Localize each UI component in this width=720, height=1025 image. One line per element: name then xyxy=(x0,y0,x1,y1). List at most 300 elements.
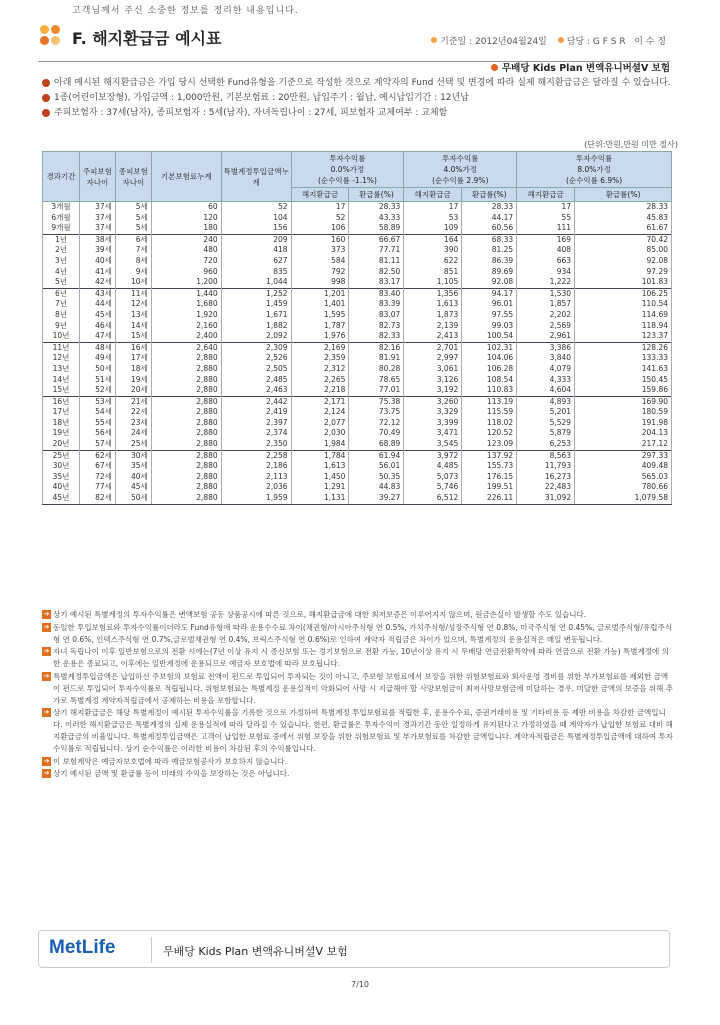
table-cell: 2,350 xyxy=(221,439,291,450)
table-cell: 5,073 xyxy=(404,472,462,483)
table-cell: 19세 xyxy=(115,375,151,386)
note-item: ➔ 특별계정투입금액은 납입하신 주보험의 보험료 전액이 펀드로 투입되어 투자되는 것이 아니고, 주보험 보험료에서 보장을 위한 위험보험료와 회사운영 경비를 위한 부가보험료를 제외한 금액이 펀드로 투입되어 투자수익률로 적립됩니다. 위험보험료는 특별계정 운용실적이 악화되어 사망 시 지급해야 할 사망보험금이 최저사망보험금에 미달하는 경우, 미달한 금액의 보증을 위해 추가로 특별계정 계약자적립금에서 공제하는 비용을 포함합니다. xyxy=(43,671,673,705)
header-refund: 해지환급금 xyxy=(291,188,349,202)
table-cell: 1,530 xyxy=(517,288,575,299)
table-row xyxy=(43,245,672,256)
header-meta xyxy=(423,34,666,47)
bullet-item: 아래 예시된 해지환급금은 가입 당시 선택한 Fund유형을 기준으로 작성한 것으로 계약자의 Fund 선택 및 변경에 따라 실제 해지환급금은 달라질 수 있습니다. xyxy=(42,76,672,91)
table-cell: 80.28 xyxy=(349,364,404,375)
table-cell: 72.12 xyxy=(349,418,404,429)
table-cell: 137.92 xyxy=(462,450,517,461)
table-row xyxy=(43,353,672,364)
table-cell: 57세 xyxy=(79,439,115,450)
table-row xyxy=(43,450,672,461)
table-cell: 1,984 xyxy=(291,439,349,450)
header-refund: 해지환급금 xyxy=(517,188,575,202)
agent-name: 이 수 정 xyxy=(634,37,666,47)
table-cell: 102.31 xyxy=(462,342,517,353)
table-cell: 2,485 xyxy=(221,375,291,386)
table-cell: 2,526 xyxy=(221,353,291,364)
table-cell: 25세 xyxy=(115,439,151,450)
table-cell: 2,880 xyxy=(151,407,221,418)
table-cell: 2,880 xyxy=(151,450,221,461)
table-cell: 35년 xyxy=(43,472,80,483)
header-basic-premium: 기본보험료누계 xyxy=(151,152,221,202)
table-cell: 418 xyxy=(221,245,291,256)
table-cell: 934 xyxy=(517,267,575,278)
header-rate: 환급률(%) xyxy=(349,188,404,202)
table-cell: 37세 xyxy=(79,223,115,234)
table-cell: 5세 xyxy=(115,202,151,213)
table-cell: 1,976 xyxy=(291,331,349,342)
table-cell: 2,880 xyxy=(151,396,221,407)
table-cell: 17 xyxy=(404,202,462,213)
table-cell: 50세 xyxy=(115,493,151,504)
table-cell: 54세 xyxy=(79,407,115,418)
table-cell: 1,613 xyxy=(404,299,462,310)
table-cell: 37세 xyxy=(79,202,115,213)
table-row xyxy=(43,234,672,245)
table-cell: 176.15 xyxy=(462,472,517,483)
arrow-icon: ➔ xyxy=(43,647,50,656)
table-cell: 2,505 xyxy=(221,364,291,375)
table-cell: 141.63 xyxy=(575,364,672,375)
table-cell: 204.13 xyxy=(575,428,672,439)
table-cell: 133.33 xyxy=(575,353,672,364)
table-cell: 1,200 xyxy=(151,277,221,288)
table-cell: 2,312 xyxy=(291,364,349,375)
table-cell: 44.83 xyxy=(349,482,404,493)
table-cell: 4,333 xyxy=(517,375,575,386)
table-cell: 97.29 xyxy=(575,267,672,278)
table-cell: 92.08 xyxy=(462,277,517,288)
table-cell: 10년 xyxy=(43,331,80,342)
table-cell: 19년 xyxy=(43,428,80,439)
table-cell: 2,569 xyxy=(517,321,575,332)
table-cell: 2,880 xyxy=(151,353,221,364)
table-cell: 160 xyxy=(291,234,349,245)
note-item: ➔ 상기 예시된 금액 및 환급률 등이 미래의 수익을 보장하는 것은 아닙니다. xyxy=(43,769,290,779)
bullet-item: 1종(어린이보장형), 가입금액 : 1,000만원, 기본보험료 : 20만원, 납입주기 : 월납, 예시납입기간 : 12년납 xyxy=(42,91,672,106)
table-cell: 55 xyxy=(517,213,575,224)
table-cell: 8세 xyxy=(115,256,151,267)
table-cell: 2,701 xyxy=(404,342,462,353)
table-cell: 2,397 xyxy=(221,418,291,429)
arrow-icon: ➔ xyxy=(43,622,50,631)
table-cell: 209 xyxy=(221,234,291,245)
table-cell: 565.03 xyxy=(575,472,672,483)
table-cell: 17세 xyxy=(115,353,151,364)
header-scenario: 투자수익률 8.0%가정 (순수익률 6.9%) xyxy=(517,152,672,188)
table-cell: 13세 xyxy=(115,310,151,321)
table-cell: 20년 xyxy=(43,439,80,450)
page-number: 7/10 xyxy=(351,980,369,989)
table-cell: 409.48 xyxy=(575,461,672,472)
table-cell: 584 xyxy=(291,256,349,267)
table-cell: 113.19 xyxy=(462,396,517,407)
table-cell: 2,169 xyxy=(291,342,349,353)
product-name: 무배당 Kids Plan 변액유니버셜V 보험 xyxy=(502,63,670,74)
table-cell: 99.03 xyxy=(462,321,517,332)
table-row xyxy=(43,267,672,278)
table-cell: 15년 xyxy=(43,385,80,396)
table-cell: 2,880 xyxy=(151,364,221,375)
table-cell: 2,880 xyxy=(151,472,221,483)
table-cell: 720 xyxy=(151,256,221,267)
table-cell: 41세 xyxy=(79,267,115,278)
table-cell: 31,092 xyxy=(517,493,575,504)
table-row xyxy=(43,256,672,267)
table-cell: 94.17 xyxy=(462,288,517,299)
table-cell: 3,840 xyxy=(517,353,575,364)
header-rate: 환급률(%) xyxy=(462,188,517,202)
table-cell: 2,124 xyxy=(291,407,349,418)
table-cell: 114.69 xyxy=(575,310,672,321)
table-row xyxy=(43,223,672,234)
table-cell: 70.49 xyxy=(349,428,404,439)
table-cell: 1년 xyxy=(43,234,80,245)
product-line xyxy=(491,60,670,74)
table-cell: 217.12 xyxy=(575,439,672,450)
table-cell: 960 xyxy=(151,267,221,278)
table-cell: 83.40 xyxy=(349,288,404,299)
table-row xyxy=(43,299,672,310)
table-cell: 4년 xyxy=(43,267,80,278)
note-item: ➔ 상기 예시된 특별계정의 투자수익률은 변액보험 공동 상품공시에 따른 것으로, 해지환급금에 대한 최저보증은 이루어지지 않으며, 원금손실이 발생할 수도 있습니다. xyxy=(43,610,587,619)
table-cell: 2,309 xyxy=(221,342,291,353)
table-cell: 3,126 xyxy=(404,375,462,386)
table-cell: 2,880 xyxy=(151,418,221,429)
table-cell: 14년 xyxy=(43,375,80,386)
table-cell: 66.67 xyxy=(349,234,404,245)
table-cell: 77세 xyxy=(79,482,115,493)
arrow-icon: ➔ xyxy=(43,708,50,717)
table-cell: 2,186 xyxy=(221,461,291,472)
table-cell: 622 xyxy=(404,256,462,267)
table-cell: 24세 xyxy=(115,428,151,439)
table-cell: 82.16 xyxy=(349,342,404,353)
table-cell: 42세 xyxy=(79,277,115,288)
table-cell: 2,171 xyxy=(291,396,349,407)
table-cell: 2,359 xyxy=(291,353,349,364)
table-cell: 1,450 xyxy=(291,472,349,483)
table-cell: 20세 xyxy=(115,385,151,396)
table-cell: 663 xyxy=(517,256,575,267)
table-cell: 169 xyxy=(517,234,575,245)
dots-icon xyxy=(40,25,62,47)
table-cell: 390 xyxy=(404,245,462,256)
table-cell: 199.51 xyxy=(462,482,517,493)
table-cell: 2,374 xyxy=(221,428,291,439)
table-cell: 106 xyxy=(291,223,349,234)
table-cell: 3년 xyxy=(43,256,80,267)
table-cell: 408 xyxy=(517,245,575,256)
table-cell: 83.39 xyxy=(349,299,404,310)
table-cell: 1,252 xyxy=(221,288,291,299)
table-cell: 1,044 xyxy=(221,277,291,288)
table-cell: 106.25 xyxy=(575,288,672,299)
table-cell: 18세 xyxy=(115,364,151,375)
table-cell: 2,036 xyxy=(221,482,291,493)
table-cell: 2,880 xyxy=(151,482,221,493)
table-cell: 81.91 xyxy=(349,353,404,364)
table-row xyxy=(43,396,672,407)
header-special-account: 특별계정투입금액누계 xyxy=(221,152,291,202)
table-cell: 4,604 xyxy=(517,385,575,396)
table-cell: 40세 xyxy=(79,256,115,267)
table-cell: 159.86 xyxy=(575,385,672,396)
table-cell: 120.52 xyxy=(462,428,517,439)
note-item: ➔ 동일한 투입보험료와 투자수익률이더라도 Fund유형에 따라 운용수수료 차이(채권형/아시아주식형 연 0.5%, 가치주식형/성장주식형 연 0.8%, 미국주식형 연 0.45%, 글로벌주식형/유럽주식형 연 0.6%, 인덱스주식형 연 0.7%,글로벌채권형 연 0.4%, 브릭스주식형 연 0.6%)로 인하여 계약자 적립금은 차이가 있으며, 특별계정의 운용실적은 매일 변동됩니다. xyxy=(43,622,672,644)
table-cell: 44.17 xyxy=(462,213,517,224)
table-cell: 44세 xyxy=(79,299,115,310)
table-cell: 14세 xyxy=(115,321,151,332)
table-row xyxy=(43,213,672,224)
table-row xyxy=(43,418,672,429)
table-cell: 51세 xyxy=(79,375,115,386)
table-cell: 3,972 xyxy=(404,450,462,461)
table-cell: 3,329 xyxy=(404,407,462,418)
header-main-age: 주피보험자나이 xyxy=(79,152,115,202)
table-cell: 55세 xyxy=(79,418,115,429)
table-cell: 30세 xyxy=(115,450,151,461)
bullet-icon xyxy=(42,109,50,117)
table-cell: 109 xyxy=(404,223,462,234)
divider xyxy=(151,937,152,963)
table-cell: 6세 xyxy=(115,234,151,245)
table-cell: 1,613 xyxy=(291,461,349,472)
table-cell: 12세 xyxy=(115,299,151,310)
table-cell: 70.42 xyxy=(575,234,672,245)
table-cell: 50.35 xyxy=(349,472,404,483)
table-cell: 1,105 xyxy=(404,277,462,288)
table-cell: 3,192 xyxy=(404,385,462,396)
table-cell: 77.71 xyxy=(349,245,404,256)
table-cell: 2,442 xyxy=(221,396,291,407)
table-cell: 8년 xyxy=(43,310,80,321)
footer xyxy=(38,930,670,968)
table-cell: 21세 xyxy=(115,396,151,407)
table-cell: 2,880 xyxy=(151,461,221,472)
notes-list xyxy=(42,609,674,781)
agent-label: 담당 : G F S R xyxy=(566,37,626,47)
table-cell: 2,092 xyxy=(221,331,291,342)
table-cell: 156 xyxy=(221,223,291,234)
table-cell: 85.00 xyxy=(575,245,672,256)
refund-table xyxy=(42,151,672,505)
date-label: 기준일 : 2012년04월24일 xyxy=(440,37,547,47)
table-cell: 16,273 xyxy=(517,472,575,483)
table-cell: 851 xyxy=(404,267,462,278)
table-row xyxy=(43,439,672,450)
table-row xyxy=(43,288,672,299)
table-cell: 2,961 xyxy=(517,331,575,342)
table-cell: 68.89 xyxy=(349,439,404,450)
table-cell: 78.65 xyxy=(349,375,404,386)
table-cell: 5년 xyxy=(43,277,80,288)
table-cell: 169.90 xyxy=(575,396,672,407)
table-cell: 6,253 xyxy=(517,439,575,450)
table-cell: 97.55 xyxy=(462,310,517,321)
table-cell: 180 xyxy=(151,223,221,234)
table-cell: 1,131 xyxy=(291,493,349,504)
header-period: 경과기간 xyxy=(43,152,80,202)
table-row xyxy=(43,472,672,483)
table-cell: 150.45 xyxy=(575,375,672,386)
table-cell: 108.54 xyxy=(462,375,517,386)
table-cell: 2,077 xyxy=(291,418,349,429)
table-cell: 39.27 xyxy=(349,493,404,504)
bullet-icon xyxy=(558,37,564,43)
table-cell: 60.56 xyxy=(462,223,517,234)
table-cell: 28.33 xyxy=(462,202,517,213)
table-cell: 15세 xyxy=(115,331,151,342)
table-row xyxy=(43,310,672,321)
table-cell: 7세 xyxy=(115,245,151,256)
table-row xyxy=(43,428,672,439)
arrow-icon: ➔ xyxy=(43,610,50,618)
table-cell: 627 xyxy=(221,256,291,267)
table-cell: 9개월 xyxy=(43,223,80,234)
table-row xyxy=(43,331,672,342)
table-cell: 123.09 xyxy=(462,439,517,450)
table-cell: 92.08 xyxy=(575,256,672,267)
table-row xyxy=(43,277,672,288)
table-cell: 1,671 xyxy=(221,310,291,321)
table-cell: 792 xyxy=(291,267,349,278)
table-cell: 81.11 xyxy=(349,256,404,267)
table-cell: 106.28 xyxy=(462,364,517,375)
table-cell: 48세 xyxy=(79,342,115,353)
table-cell: 111 xyxy=(517,223,575,234)
table-cell: 2,880 xyxy=(151,493,221,504)
table-cell: 75.38 xyxy=(349,396,404,407)
table-cell: 1,595 xyxy=(291,310,349,321)
table-cell: 2,202 xyxy=(517,310,575,321)
table-cell: 23세 xyxy=(115,418,151,429)
header-sub-age: 종피보험자나이 xyxy=(115,152,151,202)
header-scenario: 투자수익률 4.0%가정 (순수익률 2.9%) xyxy=(404,152,517,188)
table-cell: 297.33 xyxy=(575,450,672,461)
table-cell: 5,201 xyxy=(517,407,575,418)
table-cell: 5,529 xyxy=(517,418,575,429)
table-cell: 1,291 xyxy=(291,482,349,493)
table-cell: 6년 xyxy=(43,288,80,299)
table-cell: 2,139 xyxy=(404,321,462,332)
table-cell: 17 xyxy=(291,202,349,213)
table-cell: 2,258 xyxy=(221,450,291,461)
table-cell: 180.59 xyxy=(575,407,672,418)
table-cell: 83.07 xyxy=(349,310,404,321)
table-cell: 86.39 xyxy=(462,256,517,267)
table-cell: 40년 xyxy=(43,482,80,493)
table-cell: 1,959 xyxy=(221,493,291,504)
table-cell: 373 xyxy=(291,245,349,256)
table-cell: 52 xyxy=(221,202,291,213)
table-cell: 61.67 xyxy=(575,223,672,234)
table-cell: 77.01 xyxy=(349,385,404,396)
table-cell: 50세 xyxy=(79,364,115,375)
table-cell: 39세 xyxy=(79,245,115,256)
table-cell: 3개월 xyxy=(43,202,80,213)
table-cell: 1,356 xyxy=(404,288,462,299)
table-cell: 45세 xyxy=(79,310,115,321)
table-cell: 43세 xyxy=(79,288,115,299)
table-cell: 2,880 xyxy=(151,428,221,439)
table-cell: 18년 xyxy=(43,418,80,429)
table-cell: 128.26 xyxy=(575,342,672,353)
table-cell: 2,880 xyxy=(151,439,221,450)
table-cell: 6,512 xyxy=(404,493,462,504)
bullet-icon xyxy=(42,94,50,102)
table-cell: 73.75 xyxy=(349,407,404,418)
table-cell: 7년 xyxy=(43,299,80,310)
table-cell: 68.33 xyxy=(462,234,517,245)
bullet-list xyxy=(42,76,672,121)
table-cell: 52세 xyxy=(79,385,115,396)
table-cell: 43.33 xyxy=(349,213,404,224)
table-cell: 5세 xyxy=(115,223,151,234)
table-cell: 1,680 xyxy=(151,299,221,310)
bullet-icon xyxy=(431,37,437,43)
table-cell: 1,440 xyxy=(151,288,221,299)
table-cell: 2,880 xyxy=(151,375,221,386)
table-cell: 53 xyxy=(404,213,462,224)
table-cell: 155.73 xyxy=(462,461,517,472)
footer-product: 무배당 Kids Plan 변액유니버셜V 보험 xyxy=(163,945,348,958)
table-cell: 2,265 xyxy=(291,375,349,386)
table-cell: 1,873 xyxy=(404,310,462,321)
table-cell: 17 xyxy=(517,202,575,213)
table-cell: 60 xyxy=(151,202,221,213)
table-row xyxy=(43,385,672,396)
table-cell: 81.25 xyxy=(462,245,517,256)
table-cell: 5,879 xyxy=(517,428,575,439)
table-row xyxy=(43,482,672,493)
table-cell: 46세 xyxy=(79,321,115,332)
table-cell: 120 xyxy=(151,213,221,224)
table-cell: 2년 xyxy=(43,245,80,256)
table-cell: 62세 xyxy=(79,450,115,461)
table-cell: 3,471 xyxy=(404,428,462,439)
table-cell: 118.94 xyxy=(575,321,672,332)
unit-note: (단위:만원,만원 미만 절사) xyxy=(584,140,678,149)
table-cell: 10세 xyxy=(115,277,151,288)
table-cell: 52 xyxy=(291,213,349,224)
table-cell: 45세 xyxy=(115,482,151,493)
table-cell: 5,746 xyxy=(404,482,462,493)
table-cell: 9세 xyxy=(115,267,151,278)
table-cell: 6개월 xyxy=(43,213,80,224)
table-cell: 1,401 xyxy=(291,299,349,310)
table-cell: 164 xyxy=(404,234,462,245)
table-row xyxy=(43,364,672,375)
table-cell: 96.01 xyxy=(462,299,517,310)
table-cell: 2,419 xyxy=(221,407,291,418)
table-row xyxy=(43,493,672,504)
table-cell: 2,400 xyxy=(151,331,221,342)
table-cell: 1,201 xyxy=(291,288,349,299)
table-cell: 9년 xyxy=(43,321,80,332)
table-cell: 82세 xyxy=(79,493,115,504)
table-cell: 1,787 xyxy=(291,321,349,332)
table-cell: 35세 xyxy=(115,461,151,472)
table-cell: 1,882 xyxy=(221,321,291,332)
table-cell: 82.33 xyxy=(349,331,404,342)
table-row xyxy=(43,375,672,386)
bullet-icon xyxy=(42,79,50,87)
table-cell: 2,880 xyxy=(151,385,221,396)
